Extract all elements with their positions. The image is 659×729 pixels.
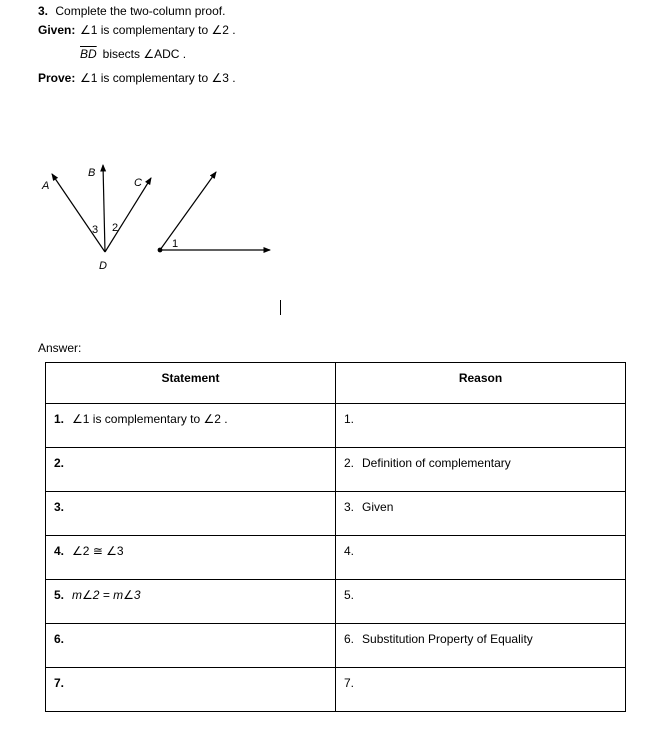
statement-cell-6[interactable]	[46, 624, 336, 668]
ray-up	[160, 172, 216, 250]
statement-text: m∠2 = m∠3	[72, 588, 141, 602]
reason-cell-6[interactable]	[336, 624, 626, 668]
statement-number: 7.	[54, 676, 65, 690]
label-b: B	[88, 167, 96, 179]
answer-label: Answer:	[38, 341, 82, 355]
ray-da	[52, 174, 105, 252]
reason-text: Substitution Property of Equality	[362, 632, 533, 646]
problem-number: 3.	[38, 4, 49, 18]
statement-header: Statement	[46, 363, 336, 404]
table-row	[46, 580, 626, 624]
label-angle-2: 2	[112, 222, 119, 234]
table-row	[46, 404, 626, 448]
reason-number: 4.	[344, 544, 355, 558]
statement-number: 4.	[54, 544, 65, 558]
table-row	[46, 624, 626, 668]
reason-number: 5.	[344, 588, 355, 602]
prove-label: Prove:	[38, 71, 76, 85]
statement-number: 1.	[54, 412, 65, 426]
reason-text: Given	[362, 500, 394, 514]
statement-text: ∠2 ≅ ∠3	[72, 544, 124, 558]
text-cursor	[280, 300, 281, 315]
reason-number: 2.	[344, 456, 355, 470]
problem-title: Complete the two-column proof.	[55, 4, 226, 18]
reason-number: 3.	[344, 500, 355, 514]
given-statement-2	[80, 47, 186, 61]
statement-number: 2.	[54, 456, 65, 470]
table-row	[46, 492, 626, 536]
table-row	[46, 668, 626, 712]
reason-header: Reason	[336, 363, 626, 404]
reason-text: Definition of complementary	[362, 456, 511, 470]
table-row	[46, 448, 626, 492]
reason-cell-5[interactable]	[336, 580, 626, 624]
reason-number: 1.	[344, 412, 355, 426]
reason-cell-1[interactable]	[336, 404, 626, 448]
segment-bd: $\overline{BD}$	[80, 47, 97, 61]
given-label: Given:	[38, 23, 76, 37]
statement-cell-7[interactable]	[46, 668, 336, 712]
bisects-text: bisects ∠ADC .	[102, 47, 187, 61]
reason-number: 6.	[344, 632, 355, 646]
statement-cell-5[interactable]	[46, 580, 336, 624]
table-header-row	[46, 363, 626, 404]
label-angle-1: 1	[172, 238, 179, 250]
label-c: C	[134, 177, 142, 189]
label-angle-3: 3	[92, 224, 99, 236]
proof-table	[45, 362, 626, 712]
statement-number: 6.	[54, 632, 65, 646]
reason-cell-4[interactable]	[336, 536, 626, 580]
label-a: A	[42, 180, 50, 192]
reason-cell-2[interactable]	[336, 448, 626, 492]
problem-header	[38, 4, 229, 18]
reason-cell-3[interactable]	[336, 492, 626, 536]
statement-text: ∠1 is complementary to ∠2 .	[72, 412, 228, 426]
ray-dc	[105, 178, 151, 252]
statement-cell-4[interactable]	[46, 536, 336, 580]
prove-statement: ∠1 is complementary to ∠3 .	[80, 71, 236, 85]
reason-cell-7[interactable]	[336, 668, 626, 712]
statement-number: 3.	[54, 500, 65, 514]
given-statement-1: ∠1 is complementary to ∠2 .	[80, 23, 236, 37]
geometry-figure	[30, 152, 290, 282]
statement-cell-3[interactable]	[46, 492, 336, 536]
statement-cell-2[interactable]	[46, 448, 336, 492]
statement-cell-1[interactable]	[46, 404, 336, 448]
statement-number: 5.	[54, 588, 65, 602]
label-d: D	[99, 260, 107, 272]
table-row	[46, 536, 626, 580]
ray-db	[103, 165, 105, 252]
reason-number: 7.	[344, 676, 355, 690]
